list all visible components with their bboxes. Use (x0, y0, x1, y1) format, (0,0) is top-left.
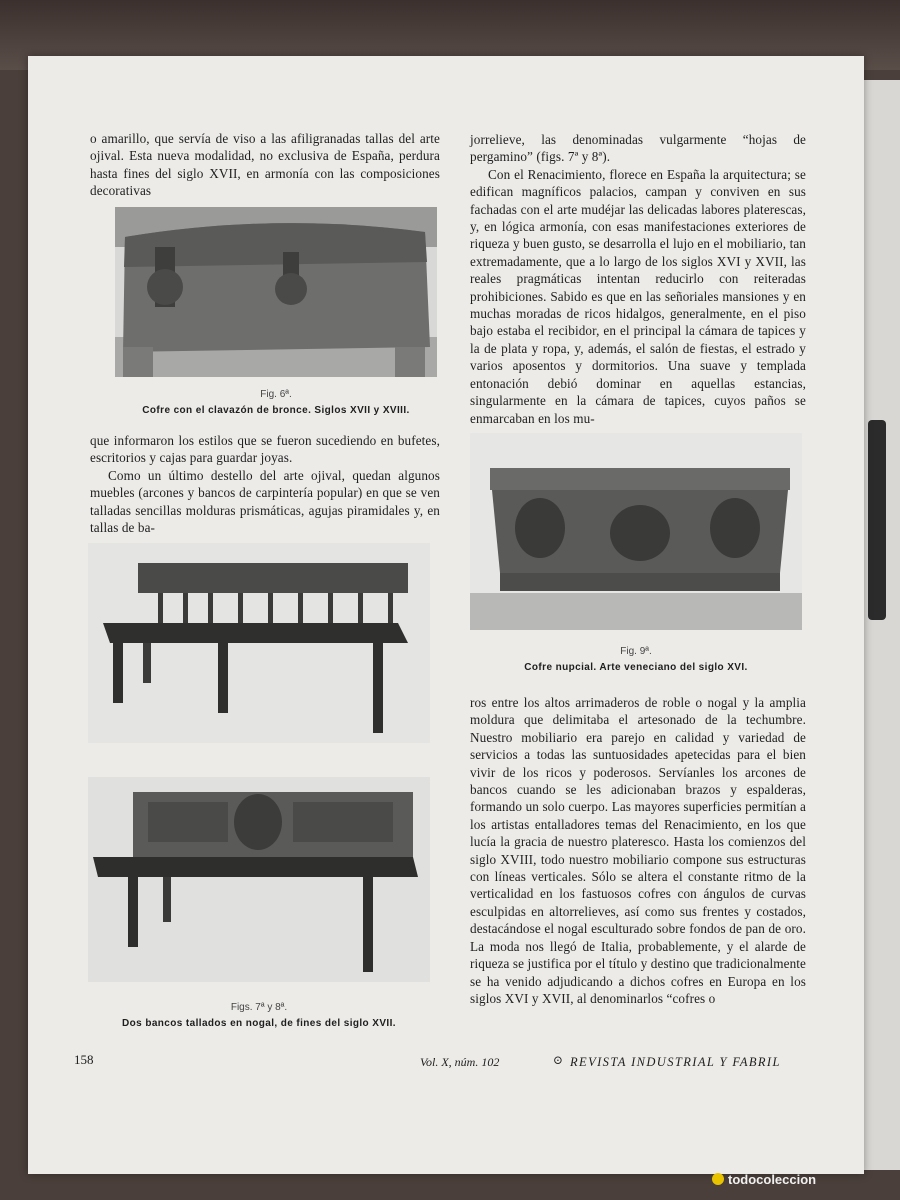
magazine-title: REVISTA INDUSTRIAL Y FABRIL (570, 1055, 781, 1069)
fig9-label: Fig. 9ª. (620, 646, 652, 657)
page-number: 158 (74, 1052, 94, 1067)
fig7-photo-bench (88, 543, 430, 743)
fig9-caption: Cofre nupcial. Arte veneciano del siglo XVI. (524, 662, 748, 673)
right-column-top (470, 131, 806, 427)
watermark-logo-icon (712, 1173, 724, 1185)
volume-info: Vol. X, núm. 102 (420, 1055, 500, 1069)
fig78-label: Figs. 7ª y 8ª. (230, 1002, 288, 1013)
footer-separator: ⊙ (553, 1053, 564, 1067)
watermark-text: todocoleccion (728, 1172, 817, 1187)
fig8-photo-bench (88, 777, 430, 982)
left-paragraph-3: Como un último destello del arte ojival, quedan algunos muebles (arcones y bancos de carpintería popular) en que se ven talladas sencillas molduras prismáticas, agujas piramidales y, en tallas de ba- (90, 467, 440, 536)
right-column-bottom (470, 694, 806, 1007)
fig78-caption: Dos bancos tallados en nogal, de fines del siglo XVII. (122, 1018, 396, 1029)
left-paragraph-2: que informaron los estilos que se fueron sucediendo en bufetes, escritorios y cajas para guardar joyas. (90, 433, 440, 466)
left-column-middle (90, 432, 440, 536)
right-paragraph-2: Con el Renacimiento, florece en España la arquitectura; se edifican magníficos palacios, campan y conviven en sus fachadas con el arte mudéjar las delicadas labores platerescas, y, en lógica armonía, con esas manifestaciones exteriores de riqueza y buen gusto, se desarrolla el lujo en el mobiliario, tan extremadamente, que a lo largo de los siglos XVI y XVII, las reales pragmáticas intentan reducirlo con reiteradas prohibiciones. Sabido es que en las señoriales mansiones y en muchas moradas de ricos hidalgos, generalmente, en el piso bajo estaba el recibidor, en el principal la cámara de tapices y la de plata y ropa, y, además, el salón de fiestas, el estrado y varios aposentos y dormitorios. Una suave y templada entonación debió dominar en aquellas estancias, singularmente en la cámara de tapices, cuyos paños se enmarcaban en los mu- (470, 166, 806, 426)
right-paragraph-1: jorrelieve, las denominadas vulgarmente “hojas de pergamino” (figs. 7ª y 8ª). (470, 132, 806, 165)
left-column-top (90, 130, 440, 200)
adjacent-page-mark (868, 420, 886, 620)
left-paragraph-1: o amarillo, que servía de viso a las afiligranadas tallas del arte ojival. Esta nueva modalidad, no exclusiva de España, perdura hasta fines del siglo XVII, en armonía con las composiciones decorativas (90, 131, 440, 199)
fig6-photo-chest (115, 207, 437, 377)
adjacent-page-edge (860, 80, 900, 1170)
fig6-label: Fig. 6ª. (260, 389, 292, 400)
watermark (712, 1172, 816, 1187)
fig6-caption: Cofre con el clavazón de bronce. Siglos XVII y XVIII. (142, 405, 410, 416)
right-paragraph-3: ros entre los altos arrimaderos de roble o nogal y la amplia moldura que delimitaba el artesonado de la techumbre. Nuestro mobiliario era parejo en calidad y variedad de servicios a todas las suntuosidades apetecidas para el bien vivir de los ricos y poderosos. Servíanles los arcones de bancos cuando se les adicionaban brazos y espalderas, formando un solo cuerpo. Las mayores superficies permitían a los artistas entalladores temas del Renacimiento, en los que lucía la gracia de nuestro plateresco. Hasta los comienzos del siglo XVIII, todo nuestro mobiliario compone sus estructuras con líneas verticales. Sólo se altera el constante ritmo de la verticalidad en los fastuosos cofres con ángulos de curvas esculpidas en altorrelieves, así como sus frentes y costados, destacándose el nogal esculturado sobre fondos de pan de oro. La moda nos llegó de Italia, probablemente, y el alarde de riqueza se justifica por el título y destino que tradicionalmente se ha venido adjudicando a dichos cofres en Europa en los siglos XVI y XVII, al denominarlos “cofres o (470, 695, 806, 1006)
fig9-photo-nuptial-chest (470, 433, 802, 630)
